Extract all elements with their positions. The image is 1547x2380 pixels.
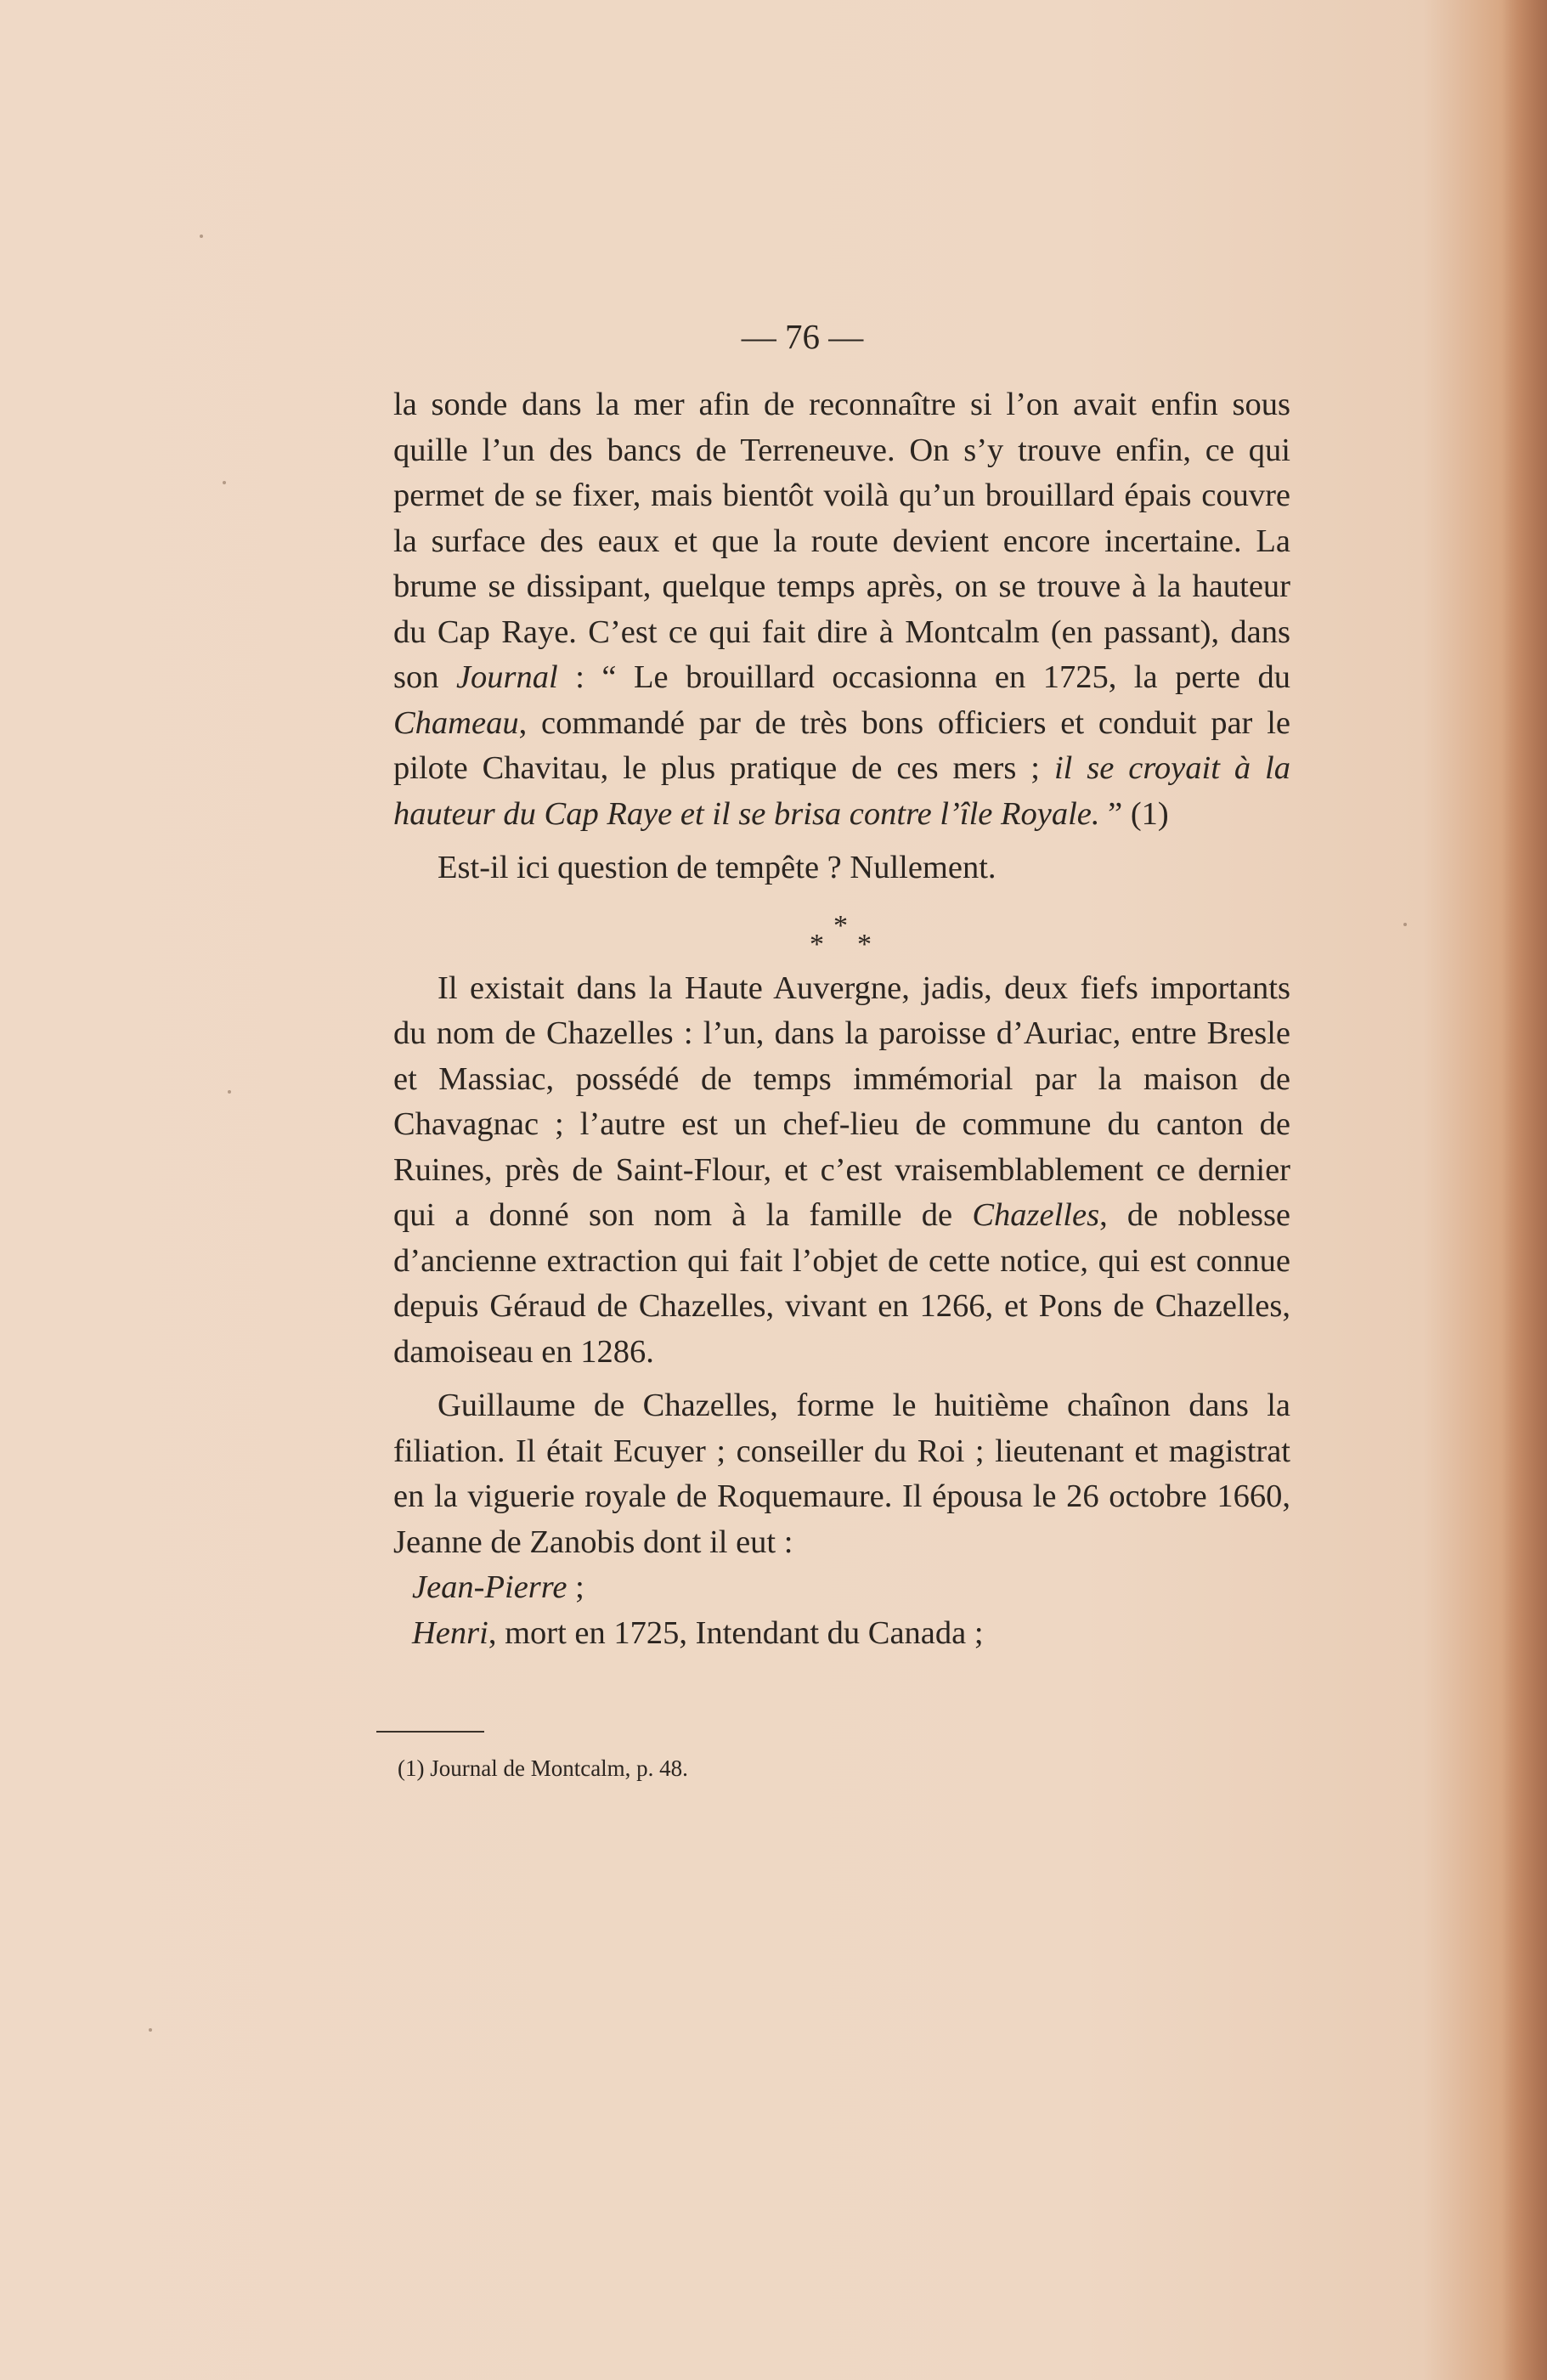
paper-speck bbox=[223, 481, 226, 484]
paragraph-3-end: , de noblesse d’ancienne extraction qui fait l’objet de cette notice, qui est connue depuis Géraud de Chazelles, vivant en 1266, et Pons de Chazelles, damoiseau en 1286. bbox=[393, 1197, 1291, 1370]
paper-speck bbox=[200, 235, 203, 238]
paragraph-2: Est-il ici question de tempête ? Nullement. bbox=[438, 850, 997, 885]
paragraph-4: Guillaume de Chazelles, forme le huitième chaînon dans la filiation. Il était Ecuyer ; conseiller du Roi ; lieutenant et magistrat en la viguerie royale de Roquemaure. Il épousa le 26 octobre 1660, Jeanne de Zanobis dont il eut : bbox=[393, 1388, 1290, 1560]
paragraph-1-text: la sonde dans la mer afin de reconnaître si l’on avait enfin sous quille l’un des bancs de Terreneuve. On s’y trouve enfin, ce qui permet de se fixer, mais bientôt voilà qu’un brouillard épais couvre la surface des eaux et que la route devient encore incertaine. La brume se dissipant, quelque temps après, on se trouve à la hauteur du Cap Raye. C’est ce qui fait dire à Montcalm (en passant), dans son bbox=[393, 387, 1290, 695]
quote-end: ” (1) bbox=[1099, 795, 1169, 832]
quote-start: : “ Le brouillard occasionna en 1725, la perte du bbox=[557, 659, 1290, 695]
list-item bbox=[393, 1565, 1290, 1611]
footnote-rule bbox=[376, 1731, 484, 1733]
child-detail: , mort en 1725, Intendant du Canada ; bbox=[488, 1614, 984, 1651]
italic-quote: il se croyait à la hauteur du Cap Raye et il se brisa contre l’île Royale. bbox=[393, 750, 1290, 832]
footnote: (1) Journal de Montcalm, p. 48. bbox=[398, 1755, 688, 1781]
paragraph-3-text: Il existait dans la Haute Auvergne, jadis, deux fiefs importants du nom de Chazelles : l’un, dans la paroisse d’Auriac, entre Bresle et Massiac, possédé de temps immémorial par la maison de Chavagnac ; l’autre est un chef-lieu de commune du canton de Ruines, près de Saint-Flour, et c’est vraisemblablement ce dernier qui a donné son nom à la famille de bbox=[393, 970, 1290, 1233]
paragraph-1 bbox=[393, 382, 1290, 837]
list-item bbox=[393, 1611, 1290, 1657]
paper-speck bbox=[1403, 923, 1407, 926]
asterism-star: * bbox=[857, 928, 872, 960]
asterism-star: * bbox=[810, 928, 824, 960]
paragraph-3 bbox=[393, 966, 1290, 1376]
body-text bbox=[393, 382, 1290, 1656]
italic-chameau: Chameau bbox=[393, 704, 519, 741]
asterism-star: * bbox=[833, 909, 848, 941]
quote-middle: , commandé par de très bons officiers et conduit par le pilote Chavitau, le plus pratique de ces mers ; bbox=[393, 704, 1290, 786]
section-separator bbox=[393, 903, 1290, 963]
paper-speck bbox=[149, 2028, 152, 2032]
child-detail: ; bbox=[567, 1569, 584, 1605]
paper-speck bbox=[228, 1090, 231, 1094]
child-name: Jean-Pierre bbox=[412, 1569, 567, 1605]
italic-chazelles: Chazelles bbox=[972, 1197, 1100, 1233]
page-edge-shadow bbox=[1502, 0, 1547, 2380]
italic-journal: Journal bbox=[455, 659, 558, 695]
page-number: — 76 — bbox=[741, 317, 864, 356]
child-name: Henri bbox=[412, 1614, 488, 1651]
